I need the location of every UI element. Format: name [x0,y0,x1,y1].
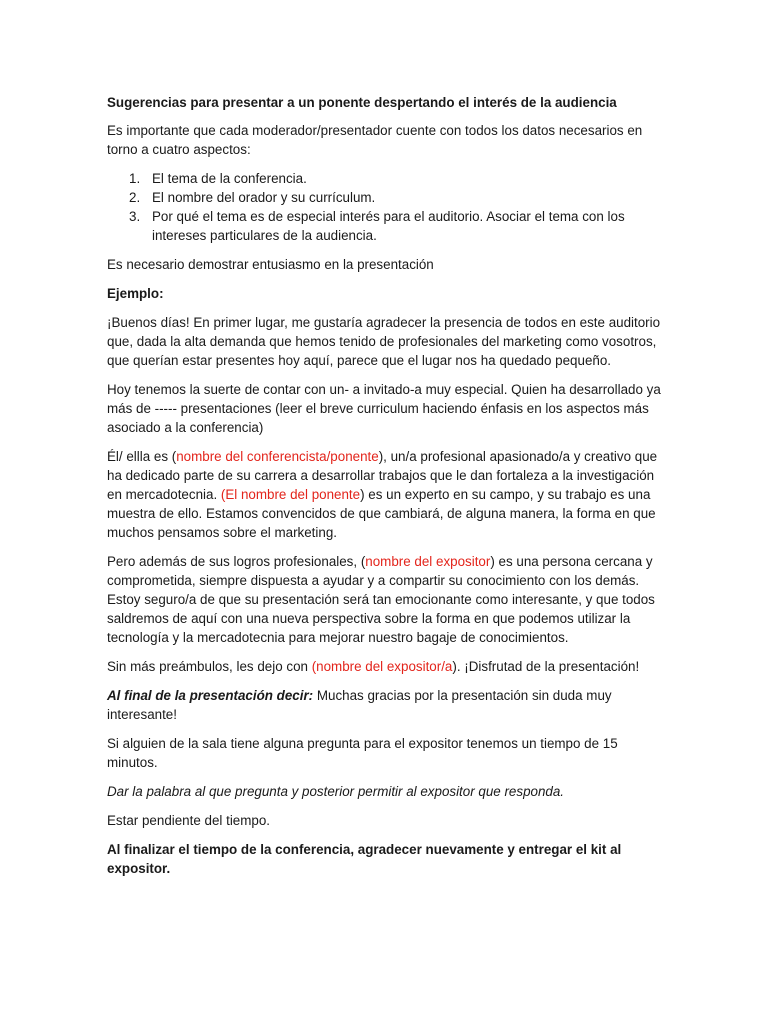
handover-paragraph [107,657,668,676]
questions-paragraph: Si alguien de la sala tiene alguna pregunta para el expositor tenemos un tiempo de 15 minutos. [107,736,618,770]
list-item-number: 1. [129,171,141,186]
list-item-text: Por qué el tema es de especial interés para el auditorio. Asociar el tema con los intereses particulares de la audiencia. [152,209,625,243]
closing-paragraph [107,686,668,724]
greeting-paragraph: ¡Buenos días! En primer lugar, me gustaría agradecer la presencia de todos en este auditorio que, dada la alta demanda que hemos tenido de profesionales del marketing como vosotros, que querían estar presentes hoy aquí, parece que el lugar nos ha quedado pequeño. [107,315,661,368]
list-item [107,188,668,207]
closing-label: Al final de la presentación decir: [107,688,314,703]
placeholder-exhibitor-name: (nombre del expositor/a [311,659,453,674]
list-item-text: El nombre del orador y su currículum. [152,190,376,205]
achievements-paragraph [107,552,668,647]
text-run: Pero además de sus logros profesionales, ( [107,554,366,569]
aspects-list [107,169,668,245]
example-heading: Ejemplo: [107,286,164,301]
closing-text: Muchas gracias por la presentación sin duda muy interesante! [107,688,612,722]
list-item-text: El tema de la conferencia. [152,171,307,186]
guest-intro-paragraph: Hoy tenemos la suerte de contar con un- a invitado-a muy especial. Quien ha desarrollado ya más de ----- presentaciones (leer el breve curriculum haciendo énfasis en los aspectos más asociado a la conferencia) [107,382,661,435]
document-title: Sugerencias para presentar a un ponente despertando el interés de la audiencia [107,95,617,110]
time-watch-paragraph: Estar pendiente del tiempo. [107,813,271,828]
placeholder-speaker-name: (El nombre del ponente [220,487,361,502]
list-item-number: 3. [129,209,141,224]
list-item [107,169,668,188]
text-run: Sin más preámbulos, les dejo con [107,659,312,674]
list-item [107,207,668,245]
text-run: ). ¡Disfrutad de la presentación! [452,659,640,674]
text-run: Él/ ellla es ( [107,449,177,464]
text-run: ), un/a profesional apasionado/a y creativo que ha dedicado parte de su carrera a desarrollar trabajos que le dan fortaleza a la investigación en mercadotecnia. [107,449,658,502]
text-run: ) es un experto en su campo, y su trabajo es una muestra de ello. Estamos convencidos de que cambiará, de alguna manera, la forma en que muchos pensamos sobre el marketing. [107,487,656,540]
speaker-description-paragraph [107,447,668,542]
final-note-paragraph: Al finalizar el tiempo de la conferencia, agradecer nuevamente y entregar el kit al expositor. [107,842,622,876]
placeholder-speaker-name: nombre del conferencista/ponente [176,449,379,464]
text-run: ) es una persona cercana y comprometida, siempre dispuesta a ayudar y a compartir su conocimiento con los demás. Estoy seguro/a de que su presentación será tan emocionante como interesante, y que todos saldremos de aquí con una nueva perspectiva sobre la forma en que podemos utilizar la tecnología y la mercadotecnia para mejorar nuestro bagaje de conocimientos. [107,554,655,645]
list-item-number: 2. [129,190,141,205]
placeholder-exhibitor-name: nombre del expositor [365,554,491,569]
give-word-paragraph: Dar la palabra al que pregunta y posterior permitir al expositor que responda. [107,784,565,799]
intro-paragraph: Es importante que cada moderador/presentador cuente con todos los datos necesarios en torno a cuatro aspectos: [107,123,643,157]
enthusiasm-paragraph: Es necesario demostrar entusiasmo en la presentación [107,257,434,272]
